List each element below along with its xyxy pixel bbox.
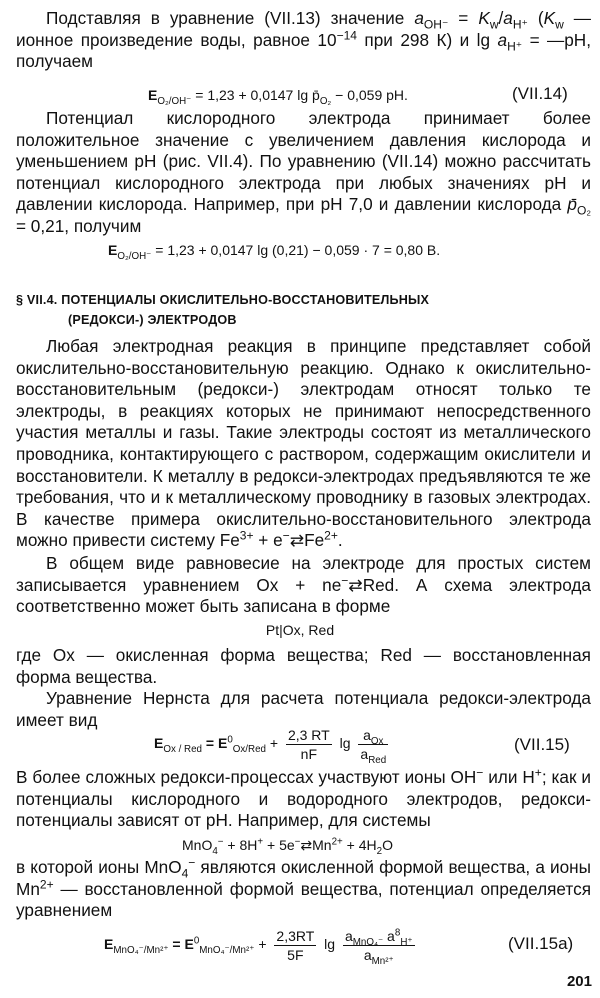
- equation-permanganate-reaction: $MnO_4^- + 8H^+ + 5e^-⇄Mn^{2+} + 4H_2O$: [182, 836, 393, 857]
- activity-ratio: $\frac{a_{Ox}}{a_{Red}}$: [360, 727, 387, 766]
- section-heading: [16, 290, 591, 330]
- paragraph-ox-red-definition: где Ox — окисленная форма вещества; Red — восстановленная форма вещества.: [16, 645, 591, 687]
- equation-number-vii-15a: (VII.15a): [508, 934, 574, 953]
- equation-vii-15a: $E_{MnO_4^-/Mn^{2+}} = E^0_{MnO_4^-/Mn^{2+}}$ + $\frac{2,3RT}{5F}$ lg $\frac{a_{MnO_4^-} a^8_{H^+}}{a_{Mn^{2+}}}$: [104, 927, 413, 967]
- equation-number-vii-14: (VII.14): [512, 84, 568, 103]
- paragraph-oxygen-potential: Потенциал кислородного электрода принимает более положительное значение с увеличением давления кислорода и уменьшением pH (рис. VII.4). По уравнению (VII.14) можно рассчитать потенциал кислородного электрода при любых значениях pH и давлении кислорода. Например, при pH 7,0 и давлении кислорода $p̄_{O_2} = 0,21$, получим: [16, 108, 591, 236]
- nernst-fraction: $\frac{2,3 RT}{nF}$: [287, 727, 330, 762]
- section-heading-line-2: (РЕДОКСИ-) ЭЛЕКТРОДОВ: [68, 313, 237, 327]
- permanganate-activity-ratio: $\frac{a_{MnO_4^-} a^8_{H^+}}{a_{Mn^{2+}}}$: [344, 927, 413, 967]
- paragraph-nernst-intro: Уравнение Нернста для расчета потенциала редокси-электрода имеет вид: [16, 688, 591, 730]
- equation-vii-15: $E_{Ox / Red} = E^0_{Ox/Red}$ + $\frac{2,3 RT}{nF}$ lg $\frac{a_{Ox}}{a_{Red}}$: [154, 727, 387, 766]
- section-heading-line-1: § VII.4. ПОТЕНЦИАЛЫ ОКИСЛИТЕЛЬНО-ВОССТАНОВИТЕЛЬНЫХ: [16, 293, 430, 307]
- electrode-scheme: Pt|Ox, Red: [265, 622, 335, 638]
- paragraph-substitution: Подставляя в уравнение (VII.13) значение $a_{OH^-} = K_w/a_{H^+}$ ($K_w$ — ионное произведение воды, равное $10^{-14}$ при 298 К) и $\lg a_{H^+}$ = —pH, получаем: [16, 8, 591, 72]
- equation-example-calculation: $E_{O_2/OH^-} = 1,23 + 0,0147$ lg (0,21) − 0,059 · 7 = 0,80 В.: [108, 242, 441, 262]
- paragraph-redox-electrodes: Любая электродная реакция в принципе представляет собой окислительно-восстановительную реакцию. Однако к окислительно-восстановительным (редокси-) электродам относят только те электроды, в реакциях которых не принимают непосредственного участия металлы и газы. Такие электроды состоят из металлического проводника, контактирующего с раствором, содержащим окислители и восстановители. К металлу в редокси-электродах предъявляются те же требования, что и к металлическому проводнику в газовых электродах. В качестве примера окислительно-восстановительного электрода можно привести систему $Fe^{3+}$ + $e^-⇄Fe^{2+}$.: [16, 336, 591, 551]
- paragraph-general-equilibrium: В общем виде равновесие на электроде для простых систем записывается уравнением Ox + ne−⇄Red. А схема электрода соответственно может быть записана в форме: [16, 553, 591, 617]
- equation-vii-14: $E_{O_2/OH^-} = 1,23 + 0,0147$ $\lg p̄_{O_2} - 0,059$ pH.: [148, 87, 408, 107]
- equation-number-vii-15: (VII.15): [514, 735, 570, 754]
- nernst-fraction-5f: $\frac{2,3RT}{5F}$: [276, 928, 315, 963]
- paragraph-permanganate: в которой ионы MnO$_4$− являются окисленной формой вещества, а ионы $Mn^{2+}$ — восстановленной формой вещества, потенциал определяется уравнением: [16, 855, 591, 921]
- paragraph-complex-redox: В более сложных редокси-процессах участвуют ионы OH− или H+; как и потенциалы кислородного и водородного электродов, редокси-потенциалы зависят от pH. Например, для системы: [16, 765, 591, 831]
- page-number: 201: [566, 973, 592, 990]
